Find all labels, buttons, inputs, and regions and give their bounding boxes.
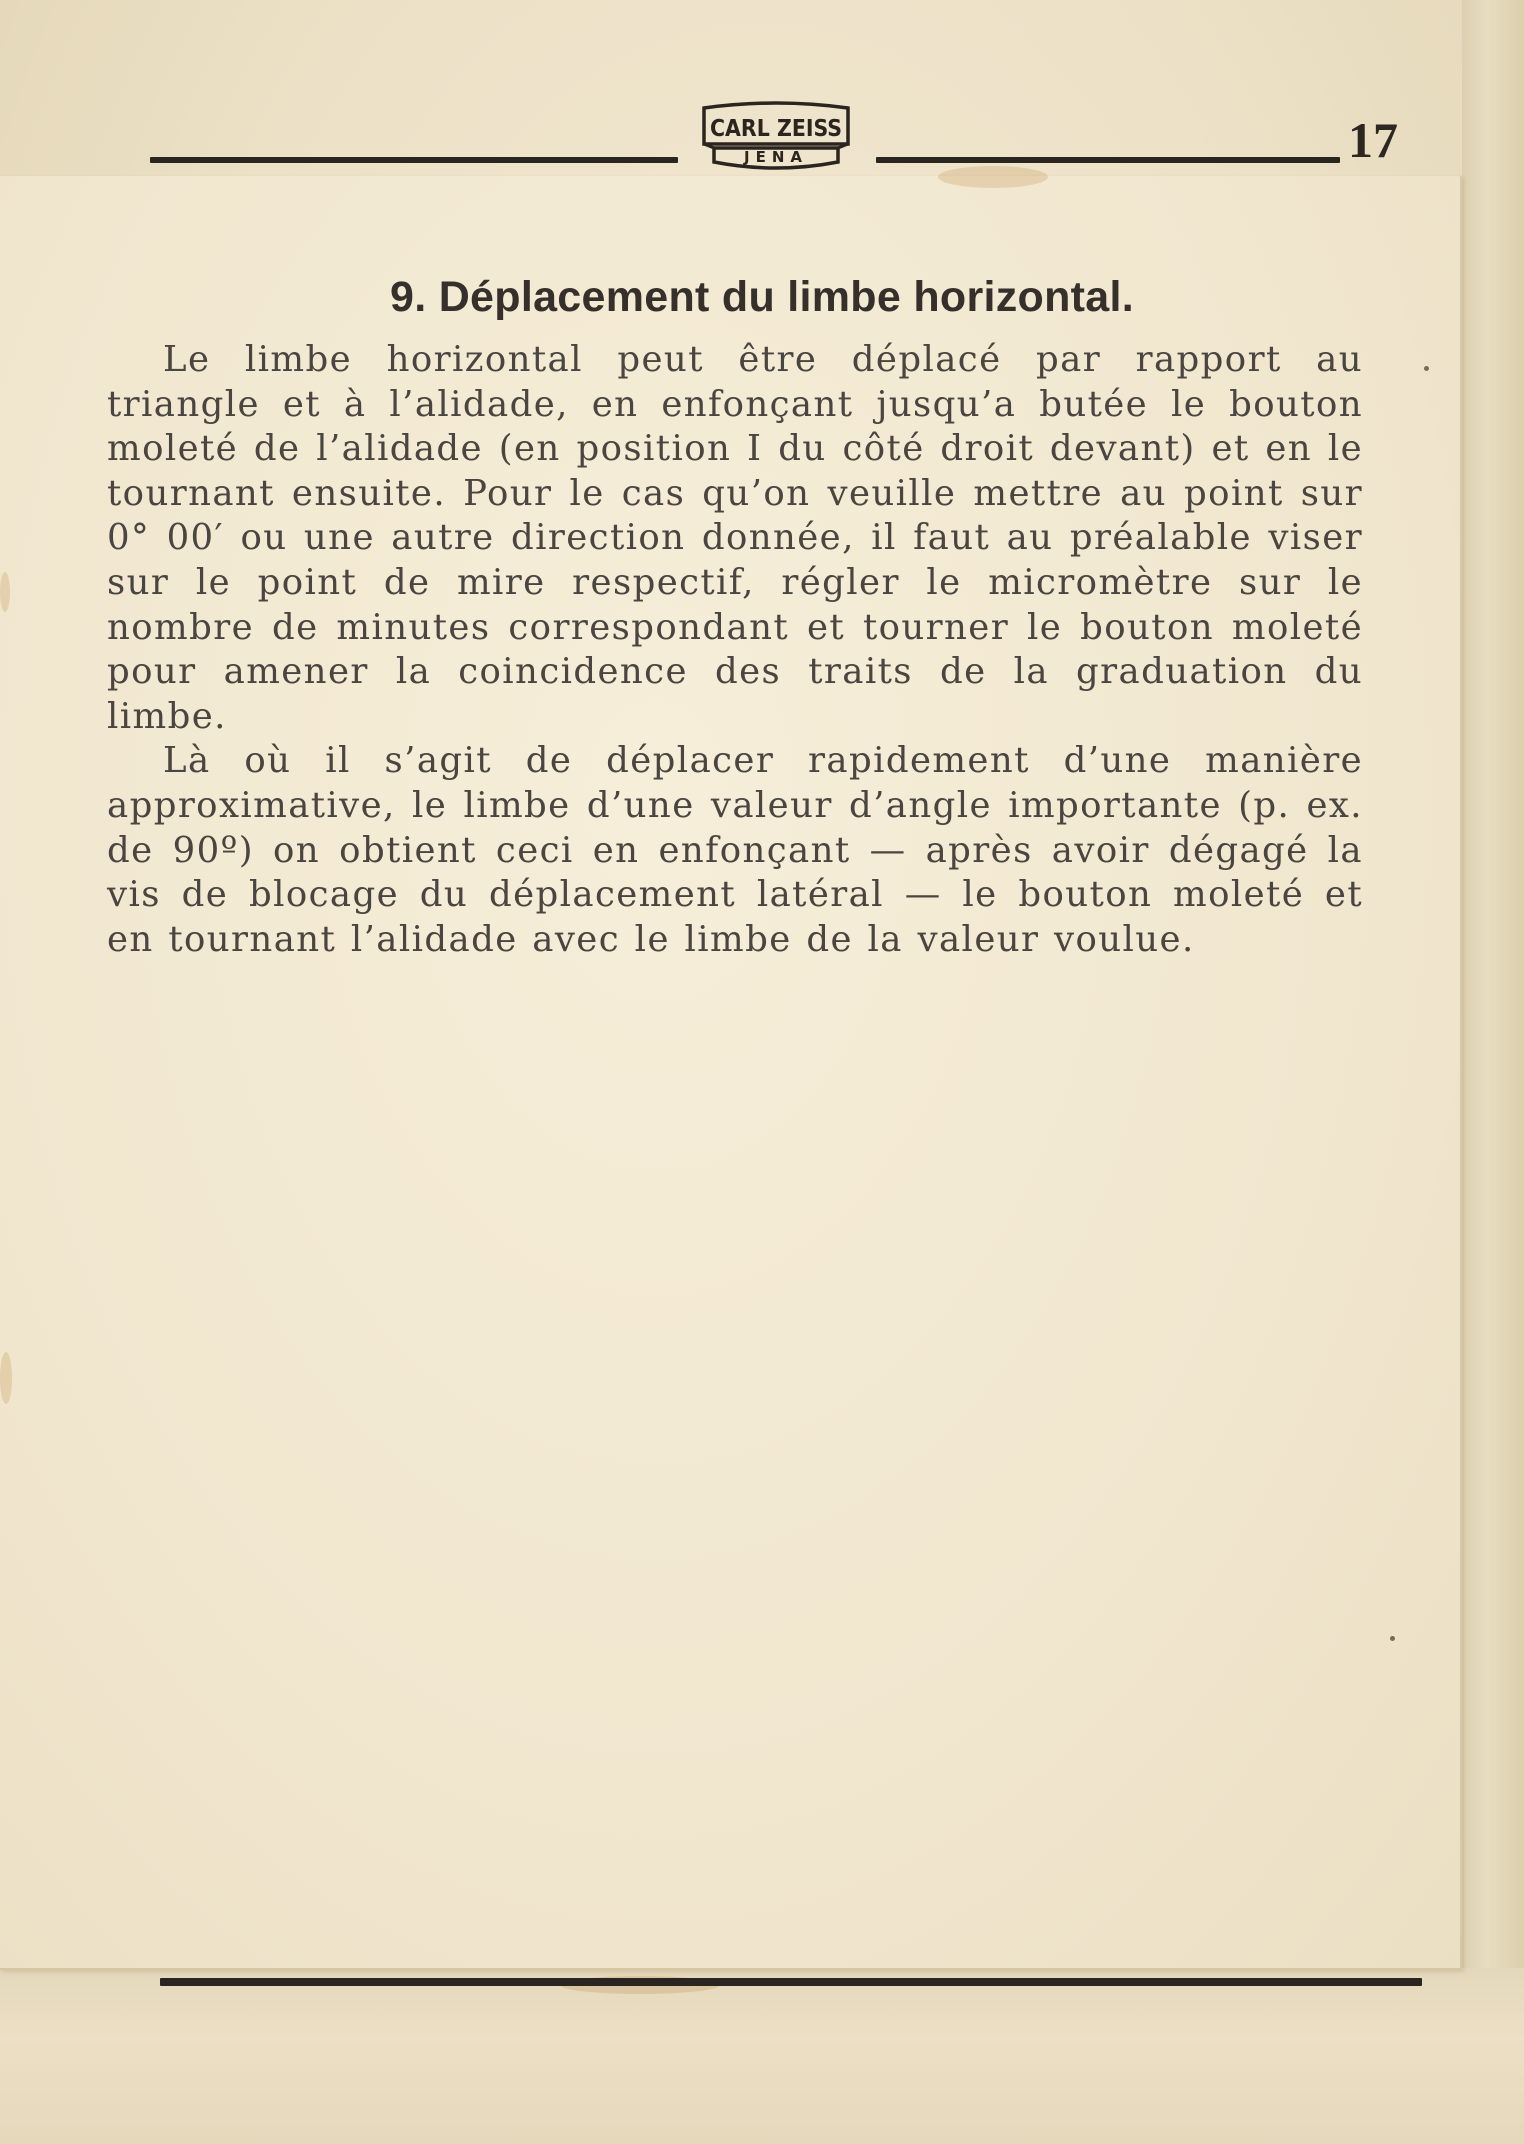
logo-line1: CARL ZEISS (710, 116, 842, 142)
paragraph-2: Là où il s’agit de déplacer rapidement d’une manière approximative, le limbe d’une valeur d’angle importante (p. ex. de 90º) on obtient ceci en enfonçant — après avoir dégagé la vis de blocage du déplacement latéral — le bouton moleté et en tournant l’alidade avec le limbe de la valeur voulue. (107, 740, 1363, 960)
body-text (107, 338, 1363, 962)
header-rule-right (876, 157, 1340, 163)
ink-speck (1390, 1636, 1395, 1641)
zeiss-logo-icon (698, 100, 854, 180)
header-rule-left (150, 157, 678, 163)
outer-sheet-edge-bottom (0, 1968, 1524, 2144)
paper-stain (0, 1352, 12, 1404)
page-number: 17 (1348, 112, 1398, 168)
paper-stain (938, 166, 1048, 188)
paragraph-1: Le limbe horizontal peut être déplacé par rapport au triangle et à l’alidade, en enfonçant jusqu’a butée le bouton moleté de l’alidade (en position I du côté droit devant) et en le tournant ensuite. Pour le cas qu’on veuille mettre au point sur 0° 00′ ou une autre direction donnée, il faut au préalable viser sur le point de mire respectif, régler le micromètre sur le nombre de minutes correspondant et tourner le bouton moleté pour amener la coincidence des traits de la graduation du limbe. (107, 339, 1363, 737)
ink-speck (1424, 366, 1429, 371)
section-heading: 9. Déplacement du limbe horizontal. (389, 273, 1135, 321)
logo-line2: JENA (744, 148, 808, 166)
paper-stain (0, 572, 10, 612)
footer-rule (160, 1978, 1422, 1986)
